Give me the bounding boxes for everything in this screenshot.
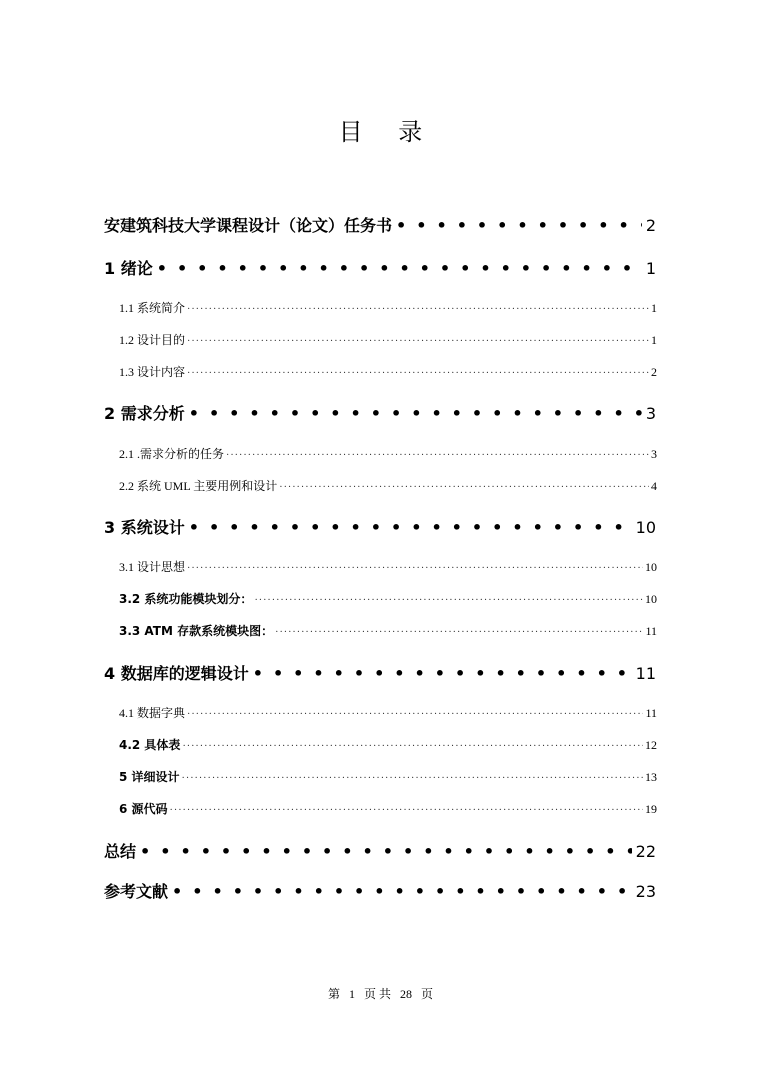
toc-entry[interactable] [104,256,656,280]
toc-entry-page: 22 [635,842,656,861]
toc-entry-label: 4.1 数据字典 [119,706,186,720]
toc-entry[interactable] [119,736,657,754]
toc-entry-label: 3.2 系统功能模块划分： [119,592,253,606]
toc-entry[interactable] [119,477,657,495]
toc-entry[interactable] [119,704,657,722]
toc-entry[interactable] [104,839,656,863]
toc-entry-label: 4 数据库的逻辑设计 [104,664,249,683]
toc-entry-label: 1.3 设计内容 [119,365,186,379]
dot-leader [187,709,643,720]
footer-current-page: 1 [348,987,355,1001]
dot-leader [189,404,642,423]
toc-entry-page: 1 [651,333,657,347]
toc-entry-page: 1 [645,259,656,278]
toc-entry-page: 1 [651,301,657,315]
footer-total-pages: 28 [400,987,412,1001]
dot-leader [140,842,632,861]
toc-entry-page: 11 [645,706,657,720]
toc-entry[interactable] [119,299,657,317]
page-footer [0,985,761,1002]
dot-leader [170,805,643,816]
toc-entry[interactable] [119,558,657,576]
toc-entry-page: 19 [645,802,657,816]
toc-entry[interactable] [104,401,656,425]
toc-entry-label: 1.1 系统简介 [119,301,186,315]
toc-entry-page: 3 [651,447,657,461]
dot-leader [172,882,632,901]
toc-entry-page: 23 [635,882,656,901]
toc-entry-page: 2 [645,216,656,235]
toc-entry-label: 1.2 设计目的 [119,333,186,347]
toc-entry-page: 11 [635,664,656,683]
toc-entry[interactable] [104,213,656,237]
toc-entry-label: 1 绪论 [104,259,153,278]
toc-entry-label: 3.3 ATM 存款系统模块图： [119,624,274,638]
dot-leader [187,304,649,315]
toc-entry[interactable] [119,590,657,608]
dot-leader [182,741,643,752]
toc-entry[interactable] [119,622,657,640]
toc-entry[interactable] [119,331,657,349]
toc-entry[interactable] [104,879,656,903]
footer-suffix: 页 [421,987,434,1001]
toc-entry-label: 2.1 .需求分析的任务 [119,447,225,461]
toc-entry-label: 5 详细设计 [119,770,180,784]
dot-leader [253,664,632,683]
toc-entry-page: 10 [645,560,657,574]
toc-entry-label: 安建筑科技大学课程设计（论文）任务书 [104,216,393,235]
toc-entry-label: 总结 [104,842,137,861]
page-title: 目 录 [338,118,437,146]
toc-entry-label: 2 需求分析 [104,404,185,423]
dot-leader [189,518,632,537]
toc-entry-label: 参考文献 [104,882,169,901]
toc-entry-page: 10 [645,592,657,606]
dot-leader [187,368,649,379]
toc-entry-page: 10 [635,518,656,537]
toc-entry[interactable] [104,661,656,685]
toc-entry-page: 12 [645,738,657,752]
dot-leader [275,627,643,638]
dot-leader [254,595,643,606]
dot-leader [182,773,643,784]
toc-entry[interactable] [119,445,657,463]
dot-leader [157,259,642,278]
toc-entry-page: 2 [651,365,657,379]
toc-entry-page: 3 [645,404,656,423]
toc-entry-page: 4 [651,479,657,493]
toc-entry-label: 4.2 具体表 [119,738,181,752]
toc-entry[interactable] [119,363,657,381]
toc-entry-label: 3 系统设计 [104,518,185,537]
toc-entry-page: 13 [645,770,657,784]
toc-entry-label: 2.2 系统 UML 主要用例和设计 [119,479,278,493]
toc-entry[interactable] [104,515,656,539]
toc-entry-page: 11 [645,624,657,638]
toc-entry-label: 6 源代码 [119,802,168,816]
dot-leader [226,450,649,461]
toc-entry[interactable] [119,800,657,818]
toc-entry-label: 3.1 设计思想 [119,560,186,574]
footer-middle: 页 共 [363,987,391,1001]
dot-leader [279,482,649,493]
toc-entry[interactable] [119,768,657,786]
dot-leader [187,563,643,574]
dot-leader [187,336,649,347]
footer-prefix: 第 [327,987,340,1001]
dot-leader [396,216,642,235]
